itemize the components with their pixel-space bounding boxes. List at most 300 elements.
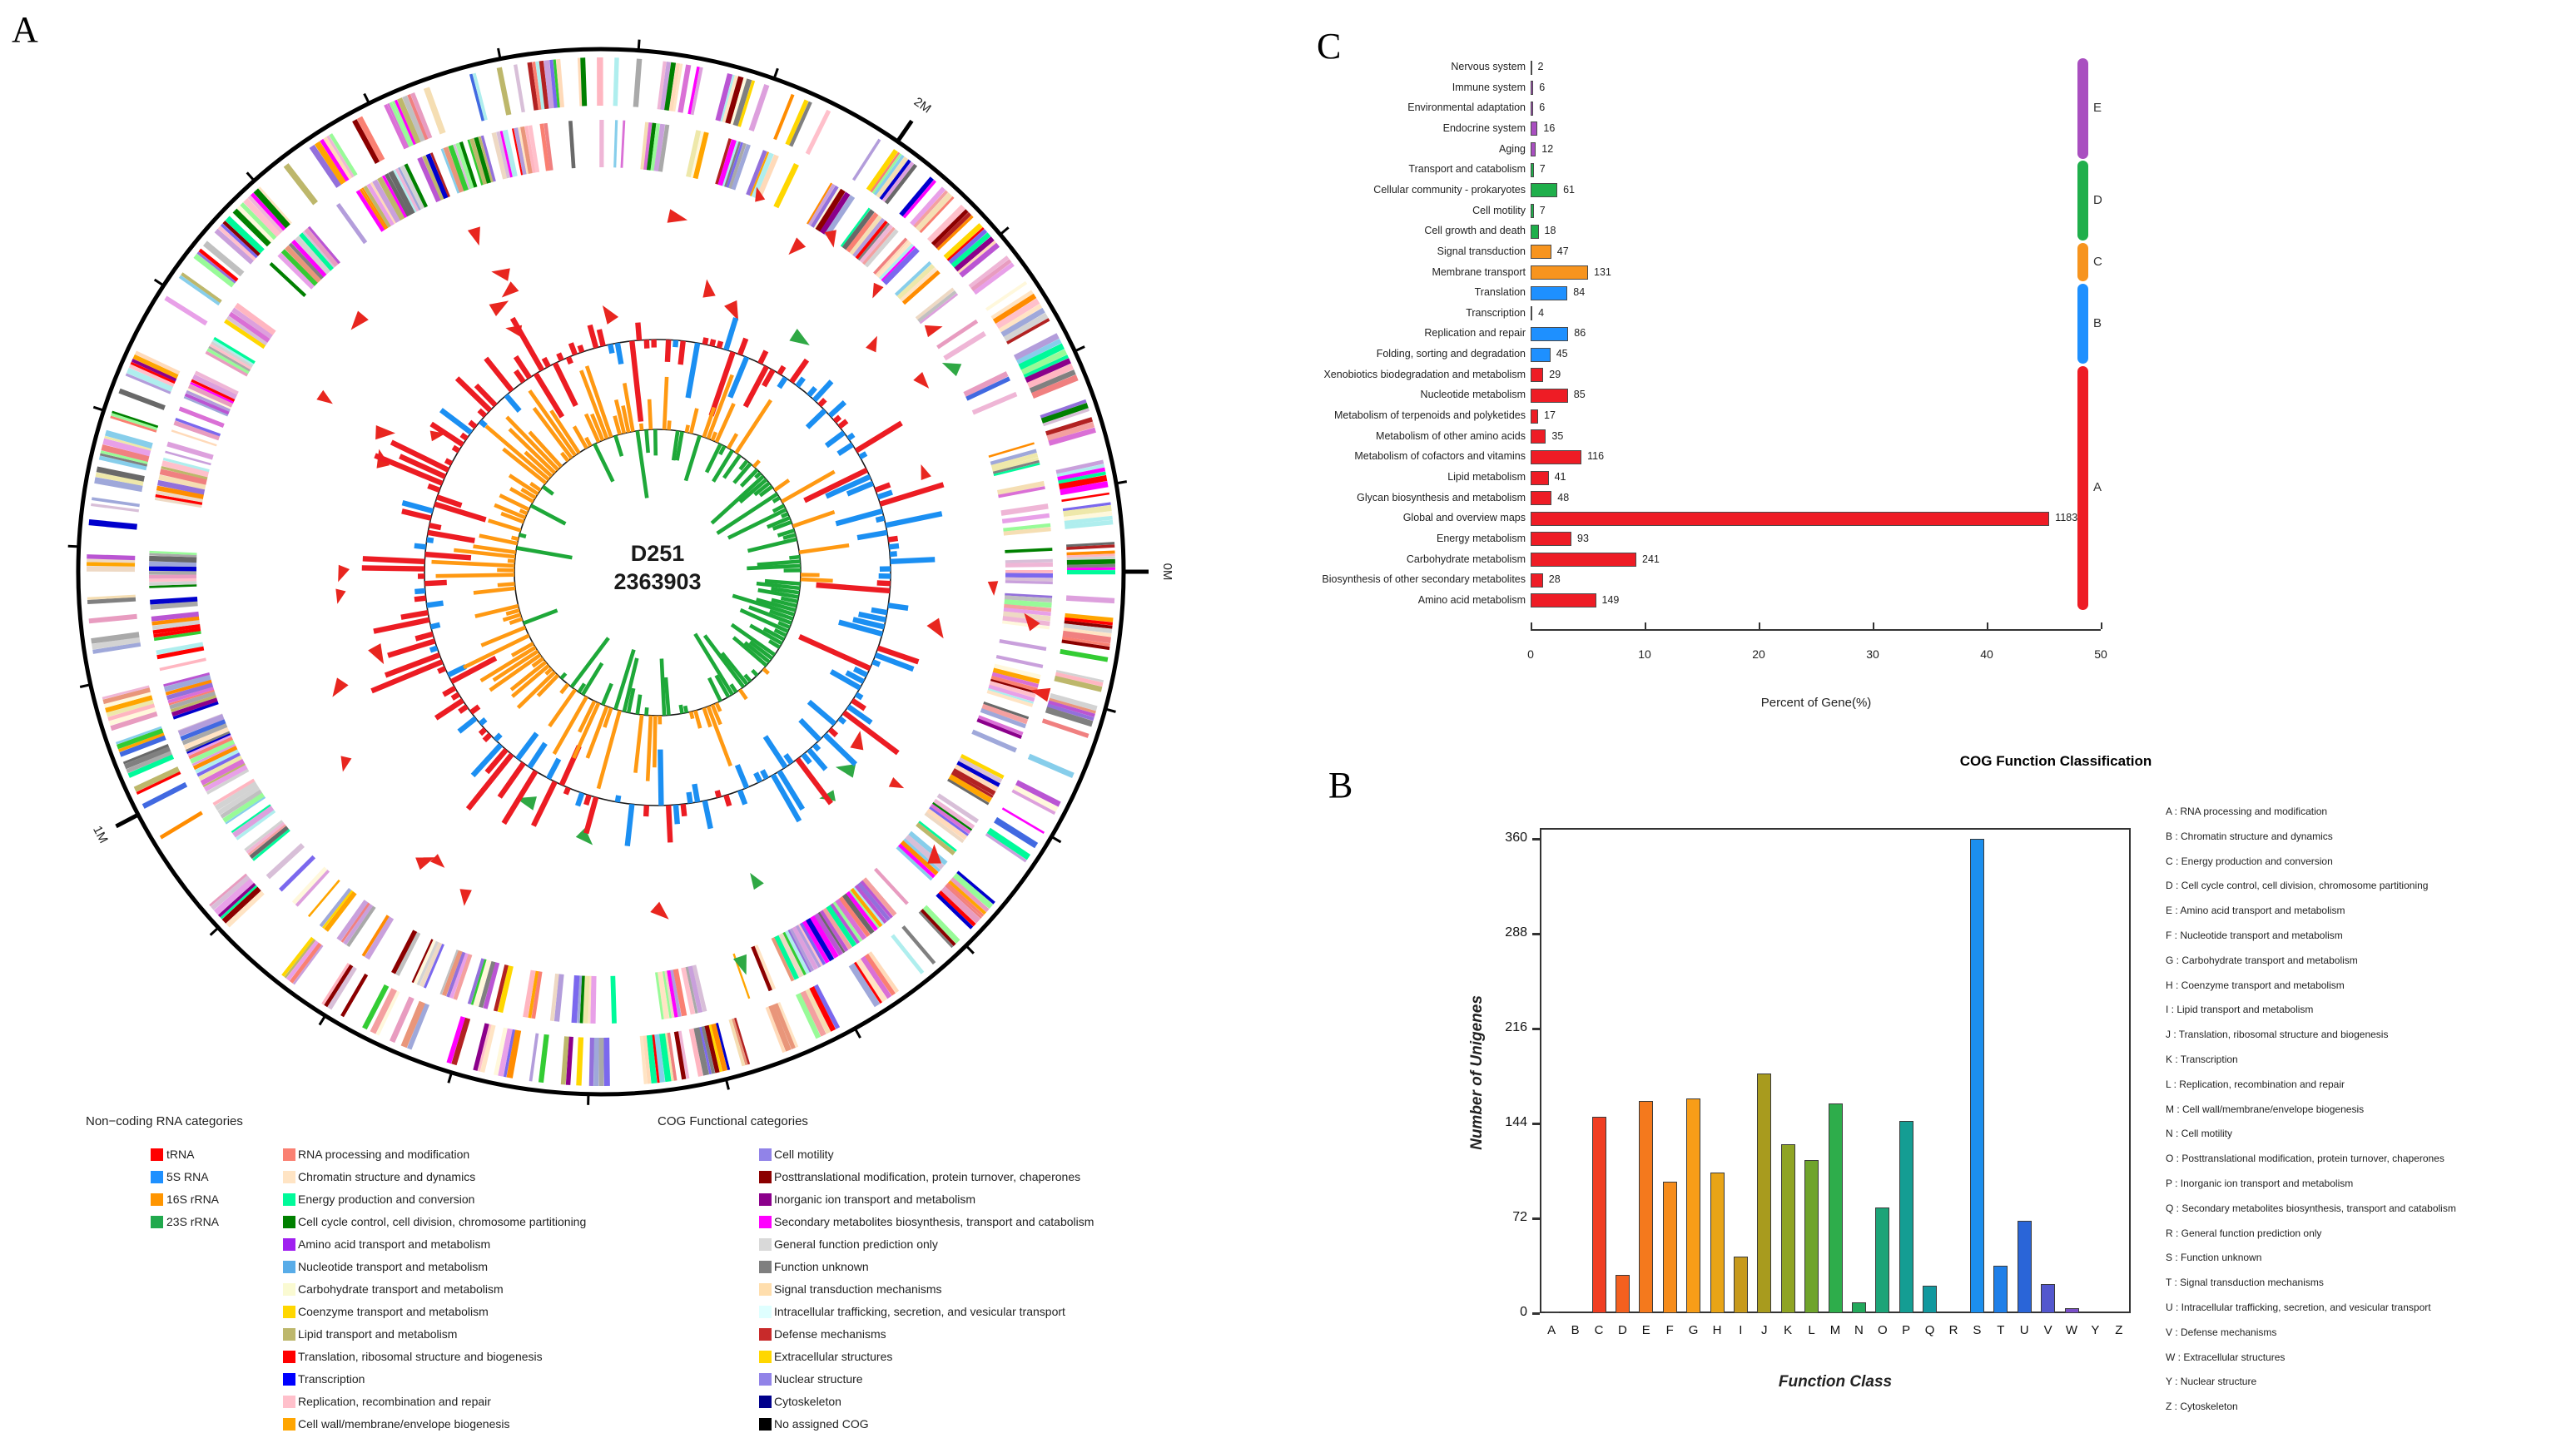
mid-ring-bar: [737, 765, 747, 787]
pathway-category-label: Signal transduction: [1437, 245, 1526, 257]
legend-swatch: [283, 1306, 295, 1318]
mid-ring-bar: [873, 662, 880, 664]
gene-segment: [1061, 493, 1109, 501]
pathway-bar: [1531, 471, 1549, 485]
mid-ring-bar: [840, 421, 847, 427]
inner-ring-bar: [647, 707, 648, 715]
legend-item-label: No assigned COG: [774, 1417, 869, 1431]
cog-bar: [1734, 1257, 1748, 1313]
pathway-category-label: Replication and repair: [1424, 327, 1526, 340]
gene-segment: [1005, 582, 1053, 583]
ncRNA-marker-triangle: [927, 618, 950, 642]
gene-segment: [596, 1038, 597, 1086]
minor-tick: [68, 546, 79, 547]
mid-ring-bar: [889, 546, 899, 547]
mid-ring-bar: [886, 513, 941, 525]
gene-segment: [286, 165, 316, 203]
pathway-bar: [1531, 245, 1551, 259]
pathway-bar: [1531, 532, 1571, 546]
mid-ring-bar: [544, 358, 548, 366]
gene-segment: [1067, 558, 1115, 559]
pathway-bar: [1531, 121, 1537, 136]
mid-ring-bar: [809, 702, 835, 724]
ncRNA-marker-triangle: [327, 677, 349, 701]
legend-item-label: Nucleotide transport and metabolism: [298, 1260, 489, 1273]
mid-ring-bar: [374, 620, 429, 632]
cog-legend-row: Q : Secondary metabolites biosynthesis, transport and catabolism: [2166, 1202, 2456, 1214]
pathway-bar: [1531, 163, 1534, 177]
gene-segment: [615, 120, 617, 167]
inner-ring-bar: [641, 424, 642, 430]
mid-ring-bar: [830, 729, 836, 735]
ncRNA-marker-triangle: [784, 237, 806, 259]
gene-segment: [1005, 564, 1053, 565]
pathway-bar-count: 12: [1541, 142, 1554, 155]
mid-ring-bar: [431, 625, 440, 627]
cog-legend-row: B : Chromatin structure and dynamics: [2166, 830, 2333, 842]
ncRNA-marker-triangle: [913, 372, 933, 393]
mid-ring-bar: [854, 669, 866, 675]
inner-ring-bar: [561, 673, 565, 678]
ncRNA-marker-triangle: [889, 777, 906, 793]
inner-ring-bar: [756, 473, 761, 478]
function-class-letter: U: [2019, 1323, 2029, 1337]
ncRNA-marker-triangle: [925, 320, 945, 337]
inner-ring-bar: [712, 432, 716, 440]
gene-segment: [367, 918, 392, 959]
legend-swatch: [759, 1418, 772, 1431]
y-axis-tick: [1532, 1028, 1540, 1030]
gene-segment: [918, 292, 955, 321]
inner-ring-bar: [668, 420, 669, 429]
mid-ring-bar: [646, 806, 647, 816]
pathway-bar: [1531, 409, 1538, 424]
ncRNA-marker-triangle: [988, 581, 1000, 596]
function-class-letter: K: [1784, 1323, 1793, 1337]
mid-ring-bar: [566, 788, 568, 795]
cog-y-axis-title: Number of Unigenes: [1468, 995, 1486, 1150]
cog-x-axis-title: Function Class: [1778, 1373, 1893, 1391]
panel-a-letter: A: [12, 9, 38, 50]
ncRNA-marker-triangle: [332, 589, 345, 606]
mid-ring-bar: [779, 378, 786, 388]
ncRNA-marker-triangle: [316, 390, 336, 409]
mid-ring-bar: [871, 610, 887, 612]
legend-swatch: [283, 1373, 295, 1386]
pathway-category-label: Carbohydrate metabolism: [1406, 553, 1526, 565]
pathway-bar-count: 149: [1601, 593, 1620, 606]
ncRNA-marker-triangle: [824, 230, 839, 249]
cog-bar: [1592, 1117, 1606, 1313]
inner-ring-bar: [666, 677, 669, 715]
legend-swatch: [151, 1193, 163, 1206]
minor-tick: [1051, 836, 1060, 842]
inner-ring-bar: [722, 653, 747, 685]
mid-ring-bar: [760, 351, 766, 364]
pathway-bar-count: 85: [1573, 389, 1586, 401]
mid-ring-bar: [857, 533, 887, 538]
ncRNA-marker-triangle: [940, 357, 962, 377]
ncRNA-marker-triangle: [867, 283, 883, 300]
gene-segment: [613, 976, 614, 1024]
pathway-bar: [1531, 306, 1532, 320]
legend-swatch: [151, 1171, 163, 1183]
mid-ring-bar: [415, 634, 433, 639]
inner-ring-bar: [603, 683, 612, 704]
cog-legend-row: E : Amino acid transport and metabolism: [2166, 905, 2345, 917]
genome-position-label: 2M: [911, 94, 934, 117]
y-axis-tick: [1532, 1123, 1540, 1125]
y-axis-tick: [1532, 838, 1540, 840]
mid-ring-bar: [876, 518, 885, 520]
inner-ring-bar: [574, 426, 587, 448]
pathway-category-label: Global and overview maps: [1402, 512, 1526, 524]
pathway-category-label: Nucleotide metabolism: [1420, 389, 1526, 401]
pathway-bar-count: 4: [1538, 306, 1545, 319]
inner-ring-bar: [681, 705, 682, 713]
mid-ring-bar: [792, 360, 807, 382]
mid-ring-bar: [534, 781, 555, 826]
legend-swatch: [283, 1351, 295, 1363]
y-axis-tick-label: 288: [1505, 925, 1527, 940]
ncRNA-marker-triangle: [866, 334, 882, 352]
mid-ring-bar: [578, 793, 582, 806]
pathway-bar-count: 116: [1587, 450, 1605, 463]
genome-position-label: 0M: [1160, 563, 1175, 581]
ncRNA-marker-triangle: [745, 870, 764, 890]
rna-legend-title: Non−coding RNA categories: [86, 1114, 243, 1128]
mid-ring-bar: [428, 486, 439, 490]
inner-ring-bar: [695, 711, 700, 728]
mid-ring-bar: [495, 735, 500, 740]
mid-ring-bar: [618, 343, 621, 364]
mid-ring-bar: [726, 796, 729, 806]
legend-swatch: [151, 1216, 163, 1228]
mid-ring-bar: [859, 614, 886, 620]
genome-position-label: 1M: [90, 823, 111, 846]
pathway-category-label: Immune system: [1452, 81, 1526, 93]
mid-ring-bar: [681, 341, 683, 364]
pathway-category-label: Energy metabolism: [1437, 532, 1526, 544]
mid-ring-bar: [414, 546, 426, 548]
pathway-bar-count: 41: [1554, 471, 1566, 483]
pathway-bar-count: 1183: [2055, 512, 2078, 524]
mid-ring-bar: [825, 735, 856, 765]
mid-ring-bar: [856, 423, 901, 450]
group-capsule: [2077, 366, 2088, 610]
y-axis-tick-label: 0: [1520, 1305, 1527, 1319]
group-capsule: [2077, 284, 2088, 364]
inner-ring-bar: [508, 561, 515, 562]
cog-bar: [1686, 1098, 1700, 1313]
mid-ring-bar: [453, 448, 459, 451]
cog-legend-title: COG Functional categories: [658, 1114, 808, 1128]
mid-ring-bar: [786, 755, 792, 763]
mid-ring-bar: [705, 338, 707, 345]
y-axis-tick-label: 72: [1512, 1210, 1527, 1224]
pathway-category-label: Metabolism of terpenoids and polyketides: [1334, 409, 1526, 422]
pathway-bar-count: 2: [1537, 61, 1544, 72]
mid-ring-bar: [586, 796, 589, 805]
cog-legend-row: F : Nucleotide transport and metabolism: [2166, 930, 2343, 941]
group-capsule: [2077, 58, 2088, 159]
ncRNA-marker-triangle: [789, 329, 813, 351]
cog-legend-row: N : Cell motility: [2166, 1128, 2233, 1140]
inner-ring-bar: [685, 706, 687, 712]
legend-item-label: Replication, recombination and repair: [298, 1395, 491, 1408]
cog-bar: [1757, 1074, 1771, 1313]
cog-legend-row: Y : Nuclear structure: [2166, 1376, 2257, 1388]
gene-segment: [499, 67, 509, 115]
legend-item-label: Amino acid transport and metabolism: [298, 1237, 491, 1251]
legend-item-label: Intracellular trafficking, secretion, and vesicular transport: [774, 1305, 1065, 1318]
cog-bar: [1852, 1302, 1866, 1313]
gene-segment: [161, 813, 202, 838]
inner-ring-bar: [707, 444, 721, 473]
mid-ring-bar: [486, 359, 512, 391]
pathway-bar: [1531, 81, 1533, 95]
function-class-letter: D: [1617, 1323, 1627, 1337]
inner-ring-bar: [519, 535, 526, 537]
minor-tick: [365, 94, 370, 104]
axis-tick: [1759, 622, 1760, 629]
ncRNA-marker-triangle: [368, 643, 390, 667]
mid-ring-bar: [516, 371, 524, 382]
mid-ring-bar: [668, 806, 670, 843]
inner-ring-bar: [506, 610, 519, 613]
ncRNA-marker-triangle: [459, 889, 472, 906]
pathway-category-label: Aging: [1499, 142, 1526, 155]
mid-ring-bar: [388, 641, 434, 655]
gene-segment: [1005, 561, 1053, 562]
inner-ring-bar: [782, 513, 788, 517]
function-class-letter: C: [1594, 1323, 1604, 1337]
mid-ring-bar: [740, 791, 745, 805]
function-class-letter: Y: [2091, 1323, 2100, 1337]
function-class-letter: V: [2043, 1323, 2052, 1337]
mid-ring-bar: [840, 718, 846, 722]
pathway-bar-count: 6: [1539, 81, 1546, 93]
gene-segment: [903, 926, 935, 963]
legend-swatch: [283, 1261, 295, 1273]
pathway-bar-count: 45: [1556, 348, 1568, 360]
mid-ring-bar: [429, 525, 441, 528]
ncRNA-marker-triangle: [375, 425, 395, 440]
legend-swatch: [283, 1193, 295, 1206]
pathway-bar: [1531, 225, 1539, 239]
gene-segment: [160, 659, 206, 669]
minor-tick: [155, 280, 164, 285]
function-class-letter: S: [1973, 1323, 1982, 1337]
gene-segment: [972, 260, 1010, 290]
ncRNA-marker-triangle: [850, 730, 866, 751]
mid-ring-bar: [801, 720, 820, 740]
minor-tick: [855, 1029, 860, 1038]
group-capsule: [2077, 161, 2088, 240]
pathway-category-label: Cell motility: [1472, 204, 1526, 216]
cog-bar: [1639, 1101, 1653, 1313]
mid-ring-bar: [809, 388, 816, 395]
gene-segment: [920, 294, 957, 323]
cog-legend-row: V : Defense mechanisms: [2166, 1326, 2277, 1338]
ncRNA-marker-triangle: [916, 463, 931, 480]
axis-tick: [1531, 622, 1532, 629]
gene-segment: [1005, 549, 1052, 552]
legend-swatch: [283, 1171, 295, 1183]
mid-ring-bar: [430, 648, 437, 651]
mid-ring-bar: [461, 434, 467, 439]
pathway-bar-count: 17: [1544, 409, 1556, 422]
legend-swatch: [759, 1148, 772, 1161]
y-axis-tick: [1532, 1312, 1540, 1315]
ncRNA-marker-triangle: [650, 902, 673, 925]
legend-swatch: [283, 1238, 295, 1251]
gene-segment: [563, 1036, 567, 1084]
legend-swatch: [759, 1193, 772, 1206]
gene-segment: [578, 1037, 580, 1085]
pathway-bar-count: 48: [1557, 491, 1570, 503]
ncRNA-marker-triangle: [668, 209, 689, 226]
inner-ring-bar: [662, 659, 664, 716]
mid-ring-bar: [762, 771, 767, 779]
legend-swatch: [759, 1396, 772, 1408]
pathway-bar-count: 241: [1642, 553, 1660, 565]
axis-tick: [1645, 622, 1646, 629]
pathway-category-label: Environmental adaptation: [1407, 102, 1526, 114]
mid-ring-bar: [571, 343, 575, 355]
minor-tick: [1075, 346, 1085, 350]
cog-bar: [1970, 839, 1984, 1313]
genome-size: 2363903: [613, 569, 702, 594]
inner-ring-bar: [507, 417, 558, 469]
mid-ring-bar: [836, 511, 882, 523]
mid-ring-bar: [480, 719, 485, 723]
strain-name: D251: [630, 541, 685, 566]
y-axis-tick: [1532, 933, 1540, 935]
legend-swatch: [283, 1418, 295, 1431]
mid-ring-bar: [820, 399, 825, 405]
gene-segment: [776, 164, 797, 206]
pathway-bar-count: 86: [1574, 327, 1586, 340]
cog-legend-row: J : Translation, ribosomal structure and biogenesis: [2166, 1029, 2389, 1041]
gene-segment: [752, 85, 767, 131]
pathway-category-label: Glycan biosynthesis and metabolism: [1357, 491, 1526, 503]
mid-ring-bar: [809, 750, 826, 770]
function-class-letter: O: [1877, 1323, 1888, 1337]
minor-tick: [638, 40, 639, 51]
function-class-letter: Z: [2115, 1323, 2123, 1337]
gene-segment: [149, 563, 196, 564]
mid-ring-bar: [459, 718, 475, 731]
gene-segment: [1067, 562, 1115, 563]
function-class-letter: G: [1688, 1323, 1699, 1337]
gene-segment: [87, 557, 135, 558]
function-class-letter: P: [1902, 1323, 1911, 1337]
inner-ring-bar: [648, 716, 651, 781]
mid-ring-bar: [797, 759, 831, 804]
mid-ring-bar: [484, 735, 490, 741]
mid-ring-bar: [555, 364, 576, 406]
cog-legend-row: O : Posttranslational modification, protein turnover, chaperones: [2166, 1153, 2444, 1165]
mid-ring-bar: [548, 759, 558, 778]
gene-segment: [541, 1034, 547, 1083]
inner-ring-bar: [635, 715, 642, 773]
gene-segment: [149, 558, 196, 560]
gene-segment: [973, 394, 1016, 412]
cog-legend-row: W : Extracellular structures: [2166, 1351, 2286, 1363]
inner-ring-bar: [687, 425, 688, 433]
cog-legend-row: L : Replication, recombination and repair: [2166, 1078, 2345, 1090]
minor-tick: [320, 1016, 325, 1025]
legend-item-label: Transcription: [298, 1372, 365, 1386]
gene-segment: [636, 59, 639, 107]
gene-segment: [921, 910, 955, 945]
inner-ring-bar: [524, 611, 557, 623]
gene-segment: [89, 617, 137, 622]
mid-ring-bar: [688, 343, 698, 398]
pathway-bar-count: 35: [1551, 429, 1564, 442]
cog-legend-row: M : Cell wall/membrane/envelope biogenesis: [2166, 1103, 2365, 1115]
mid-ring-bar: [676, 805, 678, 824]
mid-ring-bar: [746, 367, 767, 407]
mid-ring-bar: [536, 374, 563, 417]
pathway-bar-count: 16: [1543, 121, 1556, 134]
inner-ring-bar: [763, 669, 768, 674]
pathway-category-label: Amino acid metabolism: [1417, 593, 1526, 606]
mid-ring-bar: [807, 410, 825, 427]
gene-segment: [1000, 641, 1046, 649]
ncRNA-marker-triangle: [468, 226, 485, 247]
inner-ring-bar: [801, 579, 833, 581]
minor-tick: [93, 407, 103, 410]
mid-ring-bar: [471, 707, 479, 712]
ncRNA-marker-triangle: [498, 281, 519, 302]
cog-legend-row: U : Intracellular trafficking, secretion, and vesicular transport: [2166, 1302, 2431, 1313]
gene-segment: [1029, 756, 1073, 776]
pathway-category-label: Nervous system: [1451, 61, 1526, 72]
gene-segment: [892, 935, 922, 973]
legend-item-label: Cell motility: [774, 1148, 834, 1161]
mid-ring-bar: [590, 325, 596, 348]
mid-ring-bar: [717, 791, 719, 797]
inner-ring-bar: [479, 536, 518, 543]
legend-swatch: [151, 1148, 163, 1161]
cog-legend-row: H : Coenzyme transport and metabolism: [2166, 979, 2345, 991]
pathway-bar: [1531, 573, 1543, 588]
mid-ring-bar: [402, 511, 431, 518]
axis-tick-label: 30: [1866, 647, 1879, 661]
mid-ring-bar: [610, 345, 612, 354]
panel-c-letter: C: [1317, 26, 1342, 67]
inner-ring-bar: [436, 575, 514, 576]
inner-ring-bar: [588, 707, 607, 758]
pathway-bar-count: 7: [1539, 204, 1546, 216]
function-class-letter: B: [1571, 1323, 1580, 1337]
function-class-letter: Q: [1924, 1323, 1935, 1337]
cog-legend-row: T : Signal transduction mechanisms: [2166, 1277, 2324, 1289]
gene-segment: [166, 298, 206, 324]
mid-ring-bar: [444, 688, 455, 695]
gene-segment: [149, 577, 196, 578]
mid-ring-bar: [445, 460, 451, 464]
legend-item-label: Cell cycle control, cell division, chromosome partitioning: [298, 1215, 587, 1228]
gene-segment: [591, 1038, 592, 1086]
inner-ring-bar: [512, 538, 519, 539]
cog-bar: [1710, 1173, 1725, 1313]
legend-item-label: Translation, ribosomal structure and biogenesis: [298, 1350, 543, 1363]
cog-bar: [1781, 1144, 1795, 1313]
pathway-x-axis-title: Percent of Gene(%): [1760, 696, 1872, 710]
